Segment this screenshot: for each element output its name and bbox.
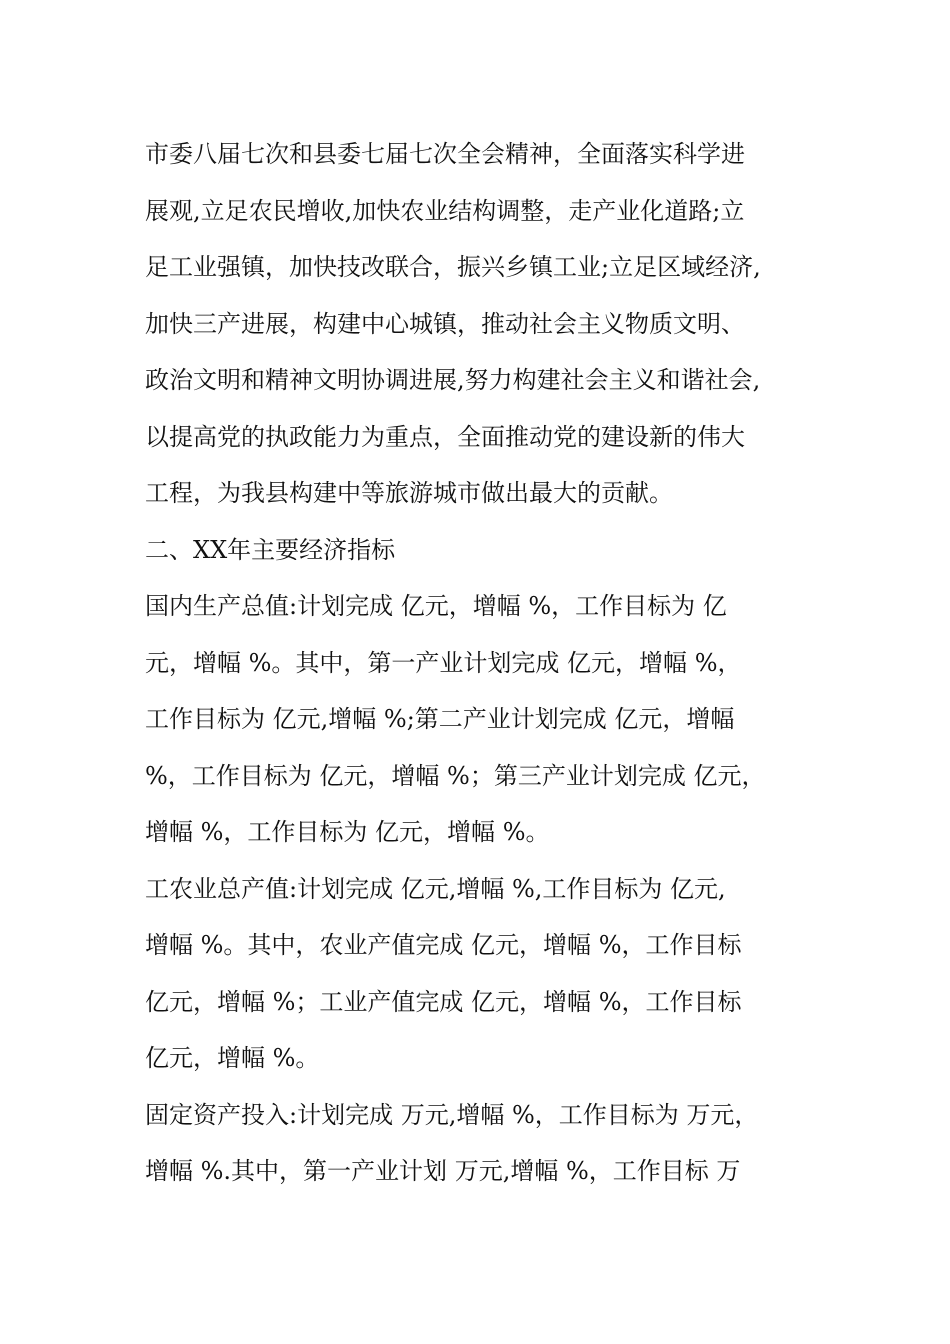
document-body (145, 126, 835, 1200)
text-line: 足工业强镇，加快技改联合，振兴乡镇工业;立足区域经济, (145, 253, 761, 281)
text-line: 展观,立足农民增收,加快农业结构调整，走产业化道路;立 (145, 196, 745, 225)
text-line: 增幅 %。其中，农业产值完成 亿元，增幅 %，工作目标 (145, 931, 742, 959)
text-line: 国内生产总值:计划完成 亿元，增幅 %，工作目标为 亿 (145, 592, 727, 620)
text-line: 固定资产投入:计划完成 万元,增幅 %，工作目标为 万元， (145, 1100, 759, 1129)
section-heading: 二、XX年主要经济指标 (145, 535, 396, 564)
text-line: 工作目标为 亿元,增幅 %;第二产业计划完成 亿元，增幅 (145, 705, 735, 733)
text-line: 政治文明和精神文明协调进展,努力构建社会主义和谐社会, (145, 366, 761, 394)
text-line: 亿元，增幅 %。 (145, 1044, 320, 1072)
text-line: 以提高党的执政能力为重点，全面推动党的建设新的伟大 (145, 422, 745, 451)
text-line: 增幅 %.其中，第一产业计划 万元,增幅 %，工作目标 万 (145, 1157, 741, 1185)
text-line: 加快三产进展，构建中心城镇，推动社会主义物质文明、 (145, 309, 745, 338)
text-line: 市委八届七次和县委七届七次全会精神，全面落实科学进 (145, 140, 745, 168)
text-line: 元，增幅 %。其中，第一产业计划完成 亿元，增幅 %， (145, 648, 742, 677)
text-line: %，工作目标为 亿元，增幅 %；第三产业计划完成 亿元， (145, 761, 766, 790)
text-line: 亿元，增幅 %；工业产值完成 亿元，增幅 %，工作目标 (145, 987, 742, 1016)
text-line: 工农业总产值:计划完成 亿元,增幅 %,工作目标为 亿元, (145, 874, 726, 903)
text-line: 工程，为我县构建中等旅游城市做出最大的贡献。 (145, 479, 673, 507)
text-line: 增幅 %，工作目标为 亿元，增幅 %。 (145, 818, 550, 846)
